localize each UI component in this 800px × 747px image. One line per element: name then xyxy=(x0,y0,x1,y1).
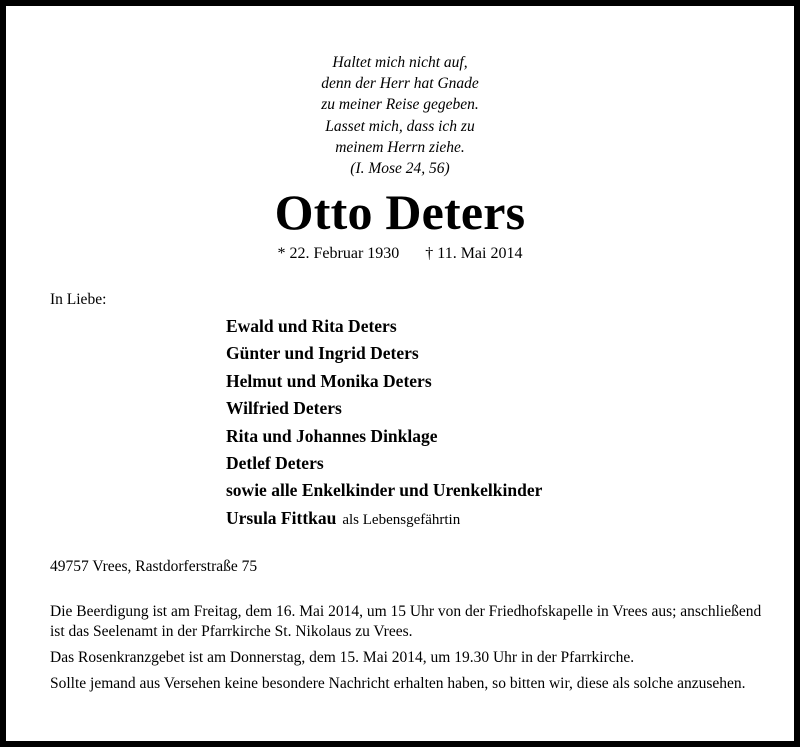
verse-reference: (I. Mose 24, 56) xyxy=(350,160,450,178)
partner-role: als Lebensgefährtin xyxy=(342,511,461,528)
deceased-name: Otto Deters xyxy=(274,184,526,240)
verse-line: denn der Herr hat Gnade xyxy=(321,75,479,93)
mourners-list xyxy=(226,313,542,534)
mourner-entry: Helmut und Monika Deters xyxy=(226,370,432,391)
notification-notice: Sollte jemand aus Versehen keine besondere Nachricht erhalten haben, so bitten wir, diese als solche anzusehen. xyxy=(50,675,746,692)
partner-name: Ursula Fittkau xyxy=(226,507,337,528)
funeral-notice: Die Beerdigung ist am Freitag, dem 16. Mai 2014, um 15 Uhr von der Friedhofskapelle in Vrees aus; anschließend ist das Seelenamt in der Pfarrkirche St. Nikolaus zu Vrees. xyxy=(50,603,762,640)
verse-line: meinem Herrn ziehe. xyxy=(335,138,465,156)
bible-verse xyxy=(6,52,794,179)
greeting: In Liebe: xyxy=(50,291,107,308)
partner-entry xyxy=(226,505,542,534)
verse-line: Lasset mich, dass ich zu xyxy=(325,117,475,135)
rosary-notice: Das Rosenkranzgebet ist am Donnerstag, dem 15. Mai 2014, um 19.30 Uhr in der Pfarrkirche. xyxy=(50,649,635,666)
mourner-entry: Rita und Johannes Dinklage xyxy=(226,425,438,446)
birth-date: * 22. Februar 1930 xyxy=(277,245,400,262)
death-date: † 11. Mai 2014 xyxy=(425,245,523,262)
mourner-entry: sowie alle Enkelkinder und Urenkelkinder xyxy=(226,480,543,501)
verse-line: Haltet mich nicht auf, xyxy=(332,54,468,71)
funeral-notices xyxy=(50,602,766,700)
family-address: 49757 Vrees, Rastdorferstraße 75 xyxy=(50,558,258,575)
mourner-entry: Günter und Ingrid Deters xyxy=(226,343,419,364)
mourner-entry: Ewald und Rita Deters xyxy=(226,316,397,336)
mourner-entry: Detlef Deters xyxy=(226,453,324,474)
verse-line: zu meiner Reise gegeben. xyxy=(321,96,479,114)
mourner-entry: Wilfried Deters xyxy=(226,398,342,419)
life-dates xyxy=(6,244,794,264)
